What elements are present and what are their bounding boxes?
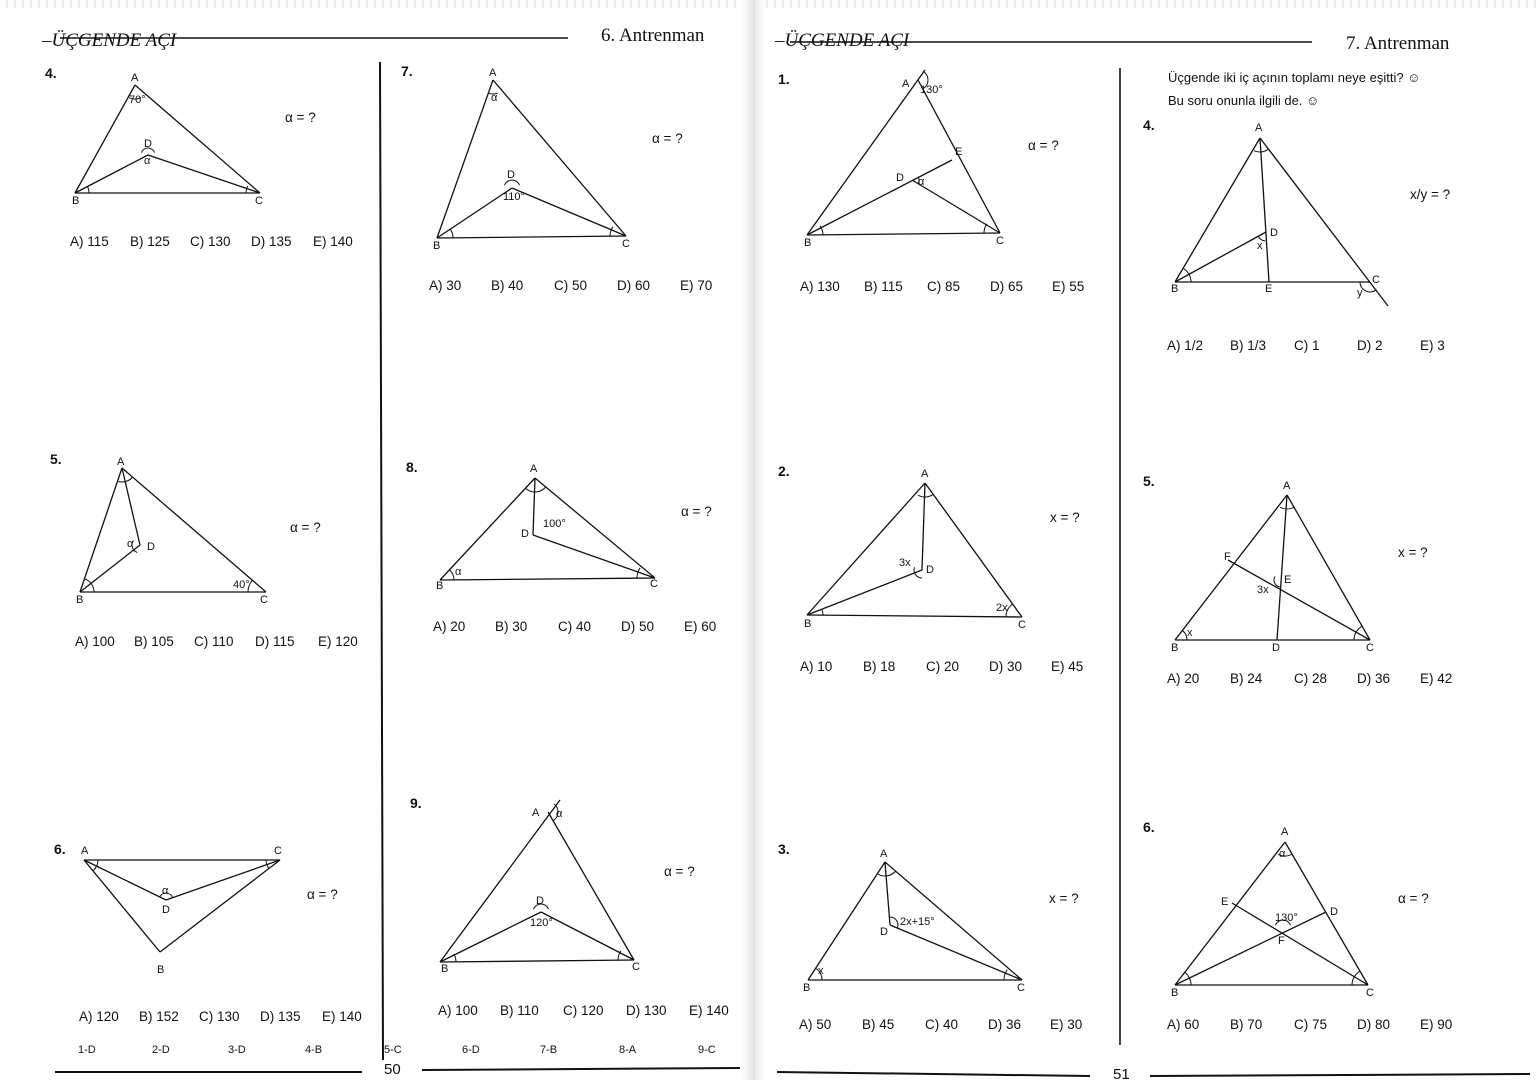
answer-choice-c[interactable]: C) 28 xyxy=(1294,671,1328,686)
angle-arc xyxy=(1280,507,1294,509)
answer-key-item: 1-D xyxy=(78,1044,96,1056)
answer-choice-a[interactable]: A) 1/2 xyxy=(1167,338,1204,353)
vertex-label: A xyxy=(902,78,910,90)
figure-line xyxy=(437,236,626,238)
problem-number: 3. xyxy=(778,841,790,857)
vertex-label: A xyxy=(1283,480,1291,492)
problem-number: 6. xyxy=(1143,819,1155,835)
figure-line xyxy=(807,233,1000,235)
answer-choice-b[interactable]: B) 70 xyxy=(1230,1017,1263,1032)
intro-line-2: Bu soru onunla ilgili de. ☺ xyxy=(1168,93,1320,108)
intro-line-1: Üçgende iki iç açının toplamı neye eşitti? ☺ xyxy=(1168,70,1421,85)
answer-choice-b[interactable]: B) 40 xyxy=(491,278,524,293)
vertex-label: B xyxy=(803,982,811,994)
vertex-label: D xyxy=(162,904,170,916)
answer-choice-a[interactable]: A) 50 xyxy=(799,1017,832,1032)
answer-choice-c[interactable]: C) 130 xyxy=(199,1009,240,1024)
vertex-label: A xyxy=(117,456,125,468)
vertex-label: α xyxy=(556,808,563,820)
vertex-label: C xyxy=(1366,642,1374,654)
vertex-label: C xyxy=(274,845,282,857)
angle-arc xyxy=(450,229,453,238)
answer-choice-e[interactable]: E) 140 xyxy=(689,1003,729,1018)
vertex-label: C xyxy=(632,961,640,973)
angle-arc xyxy=(878,871,896,876)
answer-choice-e[interactable]: E) 42 xyxy=(1420,671,1453,686)
figure-line xyxy=(166,860,280,900)
figure-line xyxy=(84,860,160,952)
vertex-label: C xyxy=(260,594,268,606)
figure-line xyxy=(422,1068,740,1070)
vertex-label: D xyxy=(1270,227,1278,239)
problem-number: 5. xyxy=(1143,473,1155,489)
vertex-label: A xyxy=(489,67,497,79)
left-header-text: ÜÇGENDE AÇI xyxy=(51,30,177,51)
vertex-label: D xyxy=(880,926,888,938)
left-page-number: 50 xyxy=(384,1061,401,1078)
vertex-label: α xyxy=(918,176,925,188)
answer-choice-d[interactable]: D) 2 xyxy=(1357,338,1383,353)
vertex-label: α xyxy=(144,155,151,167)
angle-arc xyxy=(450,570,454,580)
figure-line xyxy=(1228,560,1370,640)
answer-choice-b[interactable]: B) 45 xyxy=(862,1017,895,1032)
right-page-number: 51 xyxy=(1113,1066,1130,1083)
angle-arc xyxy=(610,227,613,236)
vertex-label: E xyxy=(1284,574,1292,586)
vertex-label: C xyxy=(255,195,263,207)
figure-line xyxy=(440,578,655,580)
answer-key-item: 7-B xyxy=(540,1044,558,1056)
vertex-label: x xyxy=(1257,240,1263,252)
figure-line xyxy=(1175,495,1287,640)
vertex-label: D xyxy=(147,541,155,553)
figure-line xyxy=(1175,912,1326,985)
answer-choice-b[interactable]: B) 105 xyxy=(134,634,174,649)
answer-key-item: 3-D xyxy=(228,1044,246,1056)
answer-key-item: 9-C xyxy=(698,1044,716,1056)
answer-choice-b[interactable]: B) 24 xyxy=(1230,671,1263,686)
answer-choice-c[interactable]: C) 130 xyxy=(190,234,231,249)
problem-number: 4. xyxy=(45,65,57,81)
figure-line xyxy=(925,483,1022,617)
answer-choice-b[interactable]: B) 125 xyxy=(130,234,170,249)
vertex-label: D xyxy=(896,172,904,184)
answer-choice-c[interactable]: C) 85 xyxy=(927,279,961,294)
vertex-label: x xyxy=(1187,627,1193,639)
answer-choice-e[interactable]: E) 45 xyxy=(1051,659,1084,674)
vertex-label: 40° xyxy=(233,579,250,591)
vertex-label: B xyxy=(157,964,165,976)
vertex-label: F xyxy=(1224,551,1231,563)
figure-line xyxy=(493,80,626,236)
vertex-label: A xyxy=(532,807,540,819)
answer-choice-c[interactable]: C) 75 xyxy=(1294,1017,1328,1032)
vertex-label: D xyxy=(926,564,934,576)
vertex-label: C xyxy=(1372,274,1380,286)
vertex-label: 130° xyxy=(1275,912,1298,924)
figure-line xyxy=(533,478,535,535)
vertex-label: D xyxy=(521,528,529,540)
problem-question: α = ? xyxy=(285,110,316,125)
figure-line xyxy=(922,483,925,570)
figure-line xyxy=(380,62,383,1060)
vertex-label: E xyxy=(1221,896,1229,908)
figure-line xyxy=(807,483,925,615)
vertex-label: B xyxy=(441,963,449,975)
figure-line xyxy=(1287,495,1370,640)
answer-choice-a[interactable]: A) 10 xyxy=(800,659,833,674)
problem-question: α = ? xyxy=(290,520,321,535)
vertex-label: B xyxy=(804,618,812,630)
answer-choice-c[interactable]: C) 40 xyxy=(925,1017,959,1032)
vertex-label: A xyxy=(921,468,929,480)
figure-line xyxy=(807,160,952,235)
vertex-label: B xyxy=(72,195,80,207)
figure-line xyxy=(437,188,512,238)
answer-choice-a[interactable]: A) 20 xyxy=(1167,671,1200,686)
answer-choice-a[interactable]: A) 20 xyxy=(433,619,466,634)
figure-line xyxy=(1260,138,1269,282)
figure-line xyxy=(1260,138,1388,306)
angle-arc xyxy=(984,224,987,233)
angle-arc xyxy=(525,487,546,492)
vertex-label: C xyxy=(1017,982,1025,994)
answer-choice-d[interactable]: D) 115 xyxy=(255,634,295,649)
answer-choice-a[interactable]: A) 100 xyxy=(438,1003,478,1018)
figure-line xyxy=(1175,232,1266,282)
figure-line xyxy=(122,468,140,545)
vertex-label: E xyxy=(955,146,963,158)
vertex-label: α xyxy=(455,566,462,578)
answer-choice-b[interactable]: B) 18 xyxy=(863,659,896,674)
answer-choice-c[interactable]: C) 20 xyxy=(926,659,960,674)
answer-key-item: 4-B xyxy=(305,1044,323,1056)
vertex-label: C xyxy=(622,238,630,250)
vertex-label: 110° xyxy=(503,191,525,203)
vertex-label: A xyxy=(131,72,139,84)
problem-question: α = ? xyxy=(1398,891,1429,906)
figure-line xyxy=(80,545,140,592)
answer-choice-a[interactable]: A) 30 xyxy=(429,278,462,293)
figure-line xyxy=(807,615,1022,617)
answer-choice-a[interactable]: A) 115 xyxy=(70,234,109,249)
angle-arc xyxy=(118,477,132,482)
answer-key-item: 8-A xyxy=(619,1044,637,1056)
vertex-label: α xyxy=(127,538,134,550)
vertex-label: A xyxy=(880,848,888,860)
figure-line xyxy=(1175,842,1285,985)
answer-choice-a[interactable]: A) 130 xyxy=(800,279,840,294)
vertex-label: B xyxy=(76,594,84,606)
figure-line xyxy=(440,960,634,962)
vertex-label: α xyxy=(162,885,169,897)
problem-number: 8. xyxy=(406,459,418,475)
problem-number: 5. xyxy=(50,451,62,467)
figure-line xyxy=(533,535,655,578)
vertex-label: B xyxy=(433,240,441,252)
vertex-label: A xyxy=(1281,826,1289,838)
problem-question: α = ? xyxy=(681,504,712,519)
answer-choice-e[interactable]: E) 120 xyxy=(318,634,358,649)
answer-choice-d[interactable]: D) 36 xyxy=(1357,671,1391,686)
vertex-label: 3x xyxy=(1257,584,1269,596)
figure-line xyxy=(1150,1074,1530,1076)
problem-question: α = ? xyxy=(664,864,695,879)
figure-line xyxy=(440,912,541,962)
answer-choice-e[interactable]: E) 30 xyxy=(1050,1017,1083,1032)
vertex-label: B xyxy=(1171,283,1179,295)
vertex-label: C xyxy=(996,235,1004,247)
answer-choice-b[interactable]: B) 115 xyxy=(864,279,903,294)
problem-question: x/y = ? xyxy=(1410,187,1451,202)
vertex-label: x xyxy=(818,965,824,977)
vertex-label: y xyxy=(1357,287,1363,299)
vertex-label: D xyxy=(536,895,544,907)
figure-line xyxy=(808,862,885,980)
vertex-label: F xyxy=(1278,935,1285,947)
vertex-label: B xyxy=(436,580,444,592)
vertex-label: α xyxy=(491,92,498,104)
answer-key-item: 6-D xyxy=(462,1044,480,1056)
angle-arc xyxy=(822,609,823,615)
problem-question: α = ? xyxy=(652,131,683,146)
vertex-label: B xyxy=(804,237,812,249)
figure-line xyxy=(1232,903,1368,985)
figure-line xyxy=(777,1072,1090,1076)
answer-choice-a[interactable]: A) 60 xyxy=(1167,1017,1200,1032)
vertex-label: 70° xyxy=(129,94,146,106)
figure-line xyxy=(80,468,122,592)
problem-question: α = ? xyxy=(307,887,338,902)
answer-choice-d[interactable]: D) 30 xyxy=(989,659,1023,674)
answer-choice-c[interactable]: C) 50 xyxy=(554,278,588,293)
problem-question: x = ? xyxy=(1398,545,1428,560)
figure-line xyxy=(160,860,280,952)
answer-choice-b[interactable]: B) 30 xyxy=(495,619,528,634)
answer-choice-d[interactable]: D) 135 xyxy=(260,1009,301,1024)
answer-choice-d[interactable]: D) 80 xyxy=(1357,1017,1391,1032)
answer-choice-a[interactable]: A) 120 xyxy=(79,1009,119,1024)
vertex-label: 130° xyxy=(920,84,943,96)
answer-choice-e[interactable]: E) 3 xyxy=(1420,338,1445,353)
figure-line xyxy=(437,80,493,238)
vertex-label: D xyxy=(144,138,152,150)
vertex-label: A xyxy=(1255,122,1263,134)
vertex-label: 100° xyxy=(543,518,566,530)
figure-line xyxy=(912,180,1000,233)
problem-number: 6. xyxy=(54,841,66,857)
problem-number: 7. xyxy=(401,63,413,79)
answer-choice-d[interactable]: D) 130 xyxy=(626,1003,667,1018)
answer-choice-d[interactable]: D) 50 xyxy=(621,619,655,634)
right-header-title: –ÜÇGENDE AÇI xyxy=(775,30,910,51)
figure-line xyxy=(135,85,260,193)
answer-choice-c[interactable]: C) 1 xyxy=(1294,338,1320,353)
problem-question: α = ? xyxy=(1028,138,1059,153)
vertex-label: 120° xyxy=(530,917,553,929)
problem-number: 1. xyxy=(778,71,790,87)
answer-choice-d[interactable]: D) 36 xyxy=(988,1017,1022,1032)
problem-question: x = ? xyxy=(1050,510,1080,525)
figure-line xyxy=(885,862,890,925)
answer-choice-b[interactable]: B) 1/3 xyxy=(1230,338,1267,353)
answer-choice-d[interactable]: D) 60 xyxy=(617,278,651,293)
figure-line xyxy=(122,468,266,592)
answer-choice-e[interactable]: E) 55 xyxy=(1052,279,1085,294)
problem-number: 4. xyxy=(1143,117,1155,133)
vertex-label: D xyxy=(1272,642,1280,654)
vertex-label: B xyxy=(1171,987,1179,999)
vertex-label: D xyxy=(1330,906,1338,918)
figure-line xyxy=(1175,138,1260,282)
answer-choice-e[interactable]: E) 70 xyxy=(680,278,713,293)
angle-arc xyxy=(1274,577,1281,588)
figure-line xyxy=(807,570,922,615)
left-header-title: –ÜÇGENDE AÇI xyxy=(42,30,177,51)
answer-choice-b[interactable]: B) 110 xyxy=(500,1003,539,1018)
answer-choice-b[interactable]: B) 152 xyxy=(139,1009,179,1024)
answer-choice-c[interactable]: C) 40 xyxy=(558,619,592,634)
answer-choice-a[interactable]: A) 100 xyxy=(75,634,115,649)
vertex-label: B xyxy=(1171,642,1179,654)
left-section-title: 6. Antrenman xyxy=(601,25,705,46)
vertex-label: C xyxy=(1366,987,1374,999)
answer-choice-e[interactable]: E) 60 xyxy=(684,619,717,634)
angle-arc xyxy=(454,954,456,962)
problem-number: 9. xyxy=(410,795,422,811)
answer-choice-e[interactable]: E) 140 xyxy=(313,234,353,249)
angle-arc xyxy=(87,186,89,193)
answer-key-item: 5-C xyxy=(384,1044,402,1056)
figure-line xyxy=(148,155,260,193)
right-section-title: 7. Antrenman xyxy=(1346,33,1450,54)
figure-line xyxy=(440,800,563,962)
vertex-label: C xyxy=(1018,619,1026,631)
right-header-text: ÜÇGENDE AÇI xyxy=(784,30,910,51)
vertex-label: 2x xyxy=(996,602,1008,614)
vertex-label: D xyxy=(507,169,515,181)
vertex-label: C xyxy=(650,578,658,590)
vertex-label: E xyxy=(1265,283,1273,295)
answer-choice-c[interactable]: C) 120 xyxy=(563,1003,604,1018)
angle-arc xyxy=(1004,970,1007,980)
figure-line xyxy=(512,188,626,236)
vertex-label: A xyxy=(81,845,89,857)
angle-arc xyxy=(918,494,933,497)
answer-choice-e[interactable]: E) 90 xyxy=(1420,1017,1453,1032)
answer-choice-c[interactable]: C) 110 xyxy=(194,634,234,649)
vertex-label: A xyxy=(530,463,538,475)
angle-arc xyxy=(246,186,248,193)
vertex-label: 3x xyxy=(899,557,911,569)
figure-line xyxy=(807,70,925,235)
problem-number: 2. xyxy=(778,463,790,479)
figure-line xyxy=(890,925,1022,980)
answer-choice-d[interactable]: D) 65 xyxy=(990,279,1024,294)
answer-choice-e[interactable]: E) 140 xyxy=(322,1009,362,1024)
figure-line xyxy=(1277,495,1287,640)
answer-key-item: 2-D xyxy=(152,1044,170,1056)
answer-choice-d[interactable]: D) 135 xyxy=(251,234,292,249)
vertex-label: 2x+15° xyxy=(900,916,935,928)
vertex-label: α xyxy=(1279,848,1286,860)
problem-question: x = ? xyxy=(1049,891,1079,906)
